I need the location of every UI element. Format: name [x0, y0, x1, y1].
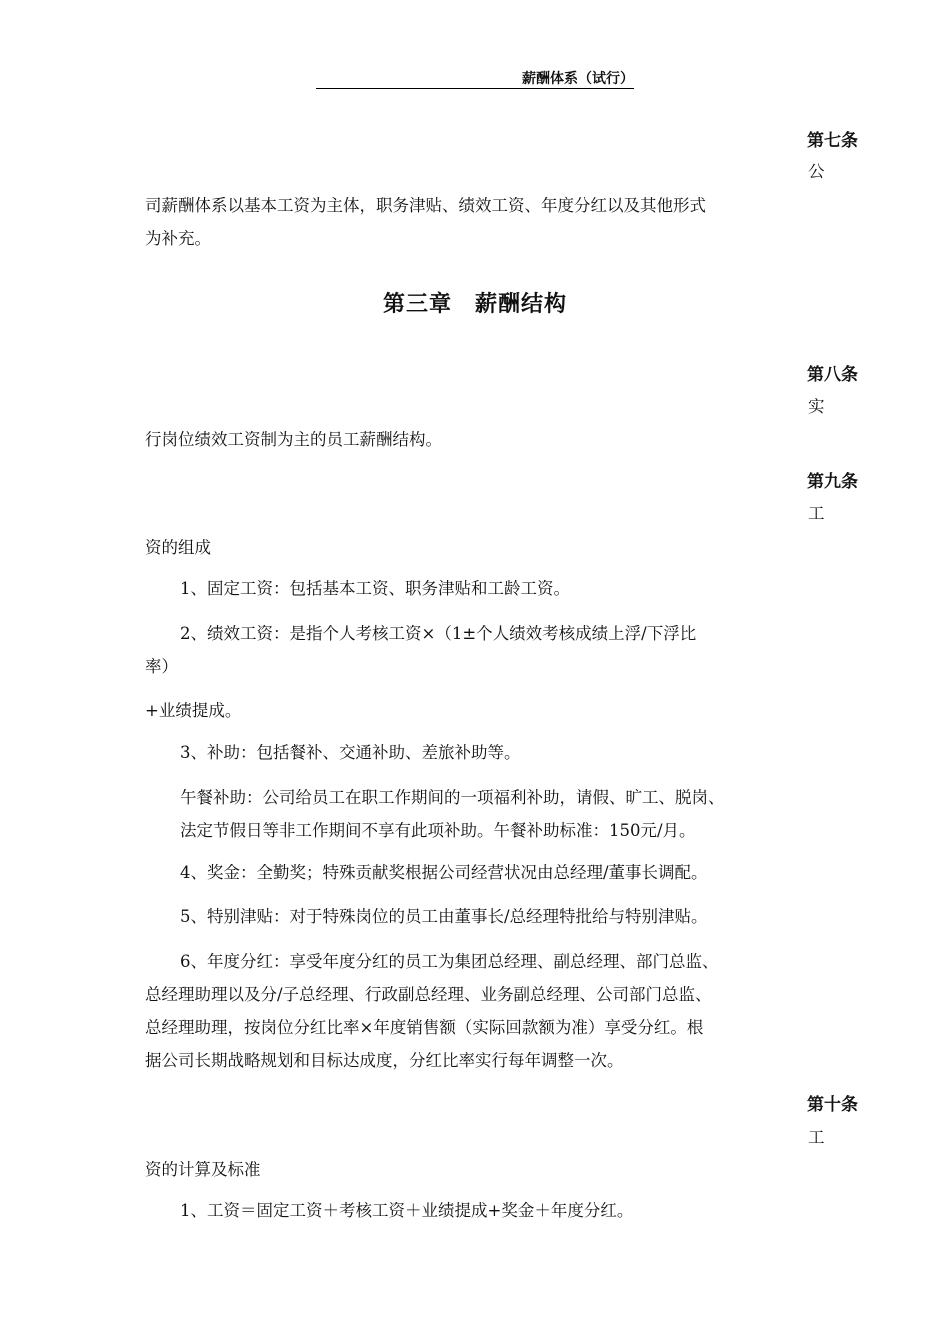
chapter-3-heading: 第三章 薪酬结构	[382, 292, 567, 317]
article-9-item-6-line4: 据公司长期战略规划和目标达成度，分红比率实行每年调整一次。	[145, 1051, 624, 1070]
lunch-subsidy-line1: 午餐补助：公司给员工在职工作期间的一项福利补助，请假、旷工、脱岗、	[180, 788, 725, 807]
article-9-item-6-line2: 总经理助理以及分/子总经理、行政副总经理、业务副总经理、公司部门总监、	[145, 985, 712, 1004]
article-8-first-char: 实	[808, 397, 825, 416]
article-9-first-char: 工	[808, 504, 825, 523]
article-8-label: 第八条	[807, 365, 858, 385]
article-10-first-char: 工	[808, 1128, 825, 1147]
article-9-item-2-line1: 2、绩效工资：是指个人考核工资×（1±个人绩效考核成绩上浮/下浮比	[180, 624, 697, 643]
article-10-label: 第十条	[807, 1095, 858, 1115]
article-7-text-line1: 司薪酬体系以基本工资为主体，职务津贴、绩效工资、年度分红以及其他形式	[145, 196, 706, 215]
article-9-item-2-line2: 率）	[145, 657, 178, 676]
article-9-item-3: 3、补助：包括餐补、交通补助、差旅补助等。	[180, 743, 521, 762]
article-10-text-line1: 资的计算及标准	[145, 1160, 261, 1179]
article-7-label: 第七条	[807, 131, 858, 151]
header-underline	[316, 88, 634, 89]
lunch-subsidy-line2: 法定节假日等非工作期间不享有此项补助。午餐补助标准：150元/月。	[180, 821, 696, 840]
article-9-text-line1: 资的组成	[145, 538, 211, 557]
article-7-first-char: 公	[808, 162, 825, 181]
article-9-item-5: 5、特别津贴：对于特殊岗位的员工由董事长/总经理特批给与特别津贴。	[180, 907, 708, 926]
article-9-item-2-line3: +业绩提成。	[145, 701, 242, 720]
article-9-label: 第九条	[807, 472, 858, 492]
article-9-item-4: 4、奖金：全勤奖；特殊贡献奖根据公司经营状况由总经理/董事长调配。	[180, 863, 708, 882]
article-8-text-line1: 行岗位绩效工资制为主的员工薪酬结构。	[145, 430, 442, 449]
article-9-item-1: 1、固定工资：包括基本工资、职务津贴和工龄工资。	[180, 579, 570, 598]
article-9-item-6-line1: 6、年度分红：享受年度分红的员工为集团总经理、副总经理、部门总监、	[180, 952, 719, 971]
article-10-item-1: 1、工资＝固定工资＋考核工资＋业绩提成+奖金＋年度分红。	[180, 1201, 634, 1220]
document-header-title: 薪酬体系（试行）	[522, 71, 634, 87]
article-9-item-6-line3: 总经理助理，按岗位分红比率×年度销售额（实际回款额为准）享受分红。根	[145, 1018, 704, 1037]
article-7-text-line2: 为补充。	[145, 229, 211, 248]
